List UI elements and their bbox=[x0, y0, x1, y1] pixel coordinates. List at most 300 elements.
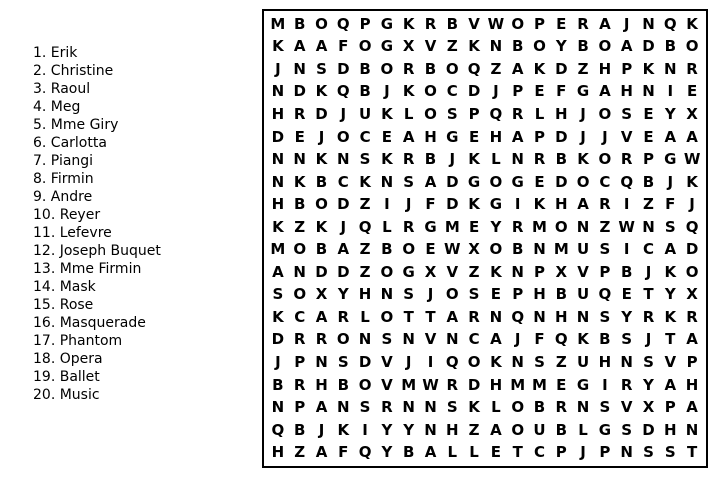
grid-letter: H bbox=[533, 285, 546, 304]
grid-letter: N bbox=[424, 398, 437, 417]
grid-letter: N bbox=[664, 59, 677, 78]
grid-letter: P bbox=[599, 262, 611, 281]
grid-letter: K bbox=[686, 172, 698, 191]
grid-letter: K bbox=[490, 262, 502, 281]
grid-letter: S bbox=[359, 398, 371, 417]
grid-letter: S bbox=[664, 443, 676, 462]
grid-letter: N bbox=[489, 307, 503, 326]
grid-letter: E bbox=[643, 127, 654, 146]
grid-letter: B bbox=[315, 240, 328, 259]
grid-letter: N bbox=[271, 82, 285, 101]
grid-letter: G bbox=[380, 37, 394, 56]
word-list-item: 17. Phantom bbox=[33, 333, 123, 349]
grid-letter: E bbox=[490, 443, 502, 462]
grid-letter: I bbox=[362, 420, 368, 439]
grid-letter: E bbox=[294, 127, 305, 146]
grid-letter: J bbox=[318, 420, 325, 439]
grid-letter: B bbox=[620, 262, 633, 281]
grid-letter: O bbox=[511, 398, 525, 417]
grid-letter: O bbox=[380, 307, 394, 326]
grid-letter: R bbox=[620, 150, 633, 169]
grid-letter: K bbox=[315, 217, 328, 236]
grid-letter: S bbox=[316, 59, 327, 78]
grid-letter: R bbox=[446, 375, 459, 394]
grid-letter: L bbox=[491, 150, 501, 169]
grid-letter: Z bbox=[599, 217, 611, 236]
grid-letter: P bbox=[533, 262, 545, 281]
grid-letter: O bbox=[380, 262, 394, 281]
grid-letter: E bbox=[556, 375, 567, 394]
grid-letter: N bbox=[642, 14, 655, 33]
grid-letter: P bbox=[621, 59, 633, 78]
grid-letter: D bbox=[642, 420, 655, 439]
grid-letter: A bbox=[424, 172, 437, 191]
grid-letter: O bbox=[445, 59, 459, 78]
grid-letter: H bbox=[555, 195, 568, 214]
grid-letter: L bbox=[534, 104, 545, 123]
grid-letter: R bbox=[424, 14, 437, 33]
grid-letter: G bbox=[402, 262, 415, 281]
grid-letter: Q bbox=[271, 420, 285, 439]
grid-letter: J bbox=[405, 353, 412, 372]
grid-letter: U bbox=[576, 240, 590, 259]
grid-letter: Z bbox=[359, 195, 371, 214]
grid-letter: T bbox=[643, 285, 654, 304]
grid-letter: J bbox=[580, 127, 586, 146]
grid-letter: V bbox=[424, 330, 437, 349]
grid-letter: Z bbox=[294, 443, 306, 462]
grid-letter: K bbox=[315, 150, 328, 169]
grid-letter: B bbox=[293, 420, 306, 439]
grid-letter: G bbox=[424, 217, 437, 236]
grid-letter: M bbox=[401, 375, 417, 394]
grid-letter: J bbox=[580, 443, 586, 462]
grid-letter: J bbox=[340, 104, 347, 123]
grid-letter: G bbox=[446, 127, 459, 146]
grid-letter: A bbox=[577, 195, 589, 214]
word-list-item: 20. Music bbox=[33, 387, 100, 403]
grid-letter: O bbox=[576, 172, 590, 191]
grid-letter: D bbox=[555, 59, 568, 78]
grid-letter: H bbox=[685, 375, 699, 394]
grid-letter: J bbox=[689, 195, 695, 214]
grid-letter: R bbox=[402, 59, 415, 78]
grid-letter: K bbox=[642, 59, 655, 78]
grid-letter: X bbox=[402, 37, 415, 56]
grid-letter: C bbox=[599, 172, 611, 191]
grid-letter: H bbox=[598, 353, 612, 372]
grid-letter: J bbox=[427, 285, 434, 304]
grid-letter: D bbox=[685, 240, 699, 259]
grid-letter: C bbox=[294, 307, 306, 326]
grid-letter: A bbox=[511, 127, 524, 146]
grid-letter: R bbox=[620, 375, 633, 394]
grid-letter: N bbox=[380, 172, 394, 191]
grid-letter: N bbox=[446, 330, 459, 349]
word-list-item: 9. Andre bbox=[33, 189, 93, 205]
grid-letter: Q bbox=[358, 217, 372, 236]
grid-letter: Z bbox=[468, 262, 480, 281]
grid-letter: E bbox=[425, 240, 436, 259]
grid-letter: Y bbox=[664, 104, 676, 123]
grid-letter: S bbox=[337, 353, 349, 372]
grid-letter: A bbox=[664, 127, 677, 146]
grid-letter: L bbox=[382, 217, 392, 236]
grid-letter: A bbox=[664, 375, 677, 394]
grid-letter: G bbox=[576, 82, 590, 101]
grid-letter: Y bbox=[643, 375, 654, 394]
grid-letter: K bbox=[664, 307, 677, 326]
grid-letter: Z bbox=[577, 59, 589, 78]
grid-letter: G bbox=[511, 172, 524, 191]
grid-letter: J bbox=[275, 59, 281, 78]
grid-letter: X bbox=[686, 104, 698, 123]
grid-letter: N bbox=[402, 398, 415, 417]
grid-letter: O bbox=[402, 240, 416, 259]
grid-letter: Q bbox=[336, 14, 350, 33]
grid-letter: Z bbox=[468, 420, 480, 439]
letter-grid bbox=[262, 9, 708, 468]
grid-letter: K bbox=[686, 14, 698, 33]
grid-letter: E bbox=[381, 127, 393, 146]
grid-letter: O bbox=[598, 37, 612, 56]
grid-letter: K bbox=[293, 172, 306, 191]
grid-letter: B bbox=[272, 375, 284, 394]
grid-letter: X bbox=[642, 398, 655, 417]
grid-letter: H bbox=[598, 59, 612, 78]
grid-letter: V bbox=[381, 375, 393, 394]
grid-letter: P bbox=[599, 443, 611, 462]
grid-letter: O bbox=[358, 37, 372, 56]
grid-letter: B bbox=[533, 398, 546, 417]
grid-letter: Z bbox=[643, 195, 654, 214]
grid-letter: J bbox=[384, 82, 390, 101]
grid-letter: P bbox=[294, 398, 306, 417]
grid-letter: A bbox=[664, 240, 677, 259]
grid-letter: S bbox=[468, 285, 480, 304]
grid-letter: R bbox=[533, 150, 546, 169]
grid-letter: P bbox=[533, 127, 545, 146]
grid-letter: J bbox=[405, 195, 412, 214]
grid-letter: V bbox=[424, 37, 437, 56]
grid-letter: Q bbox=[554, 330, 568, 349]
grid-letter: L bbox=[447, 443, 458, 462]
grid-letter: V bbox=[381, 353, 393, 372]
grid-letter: E bbox=[556, 14, 567, 33]
grid-letter: N bbox=[293, 150, 306, 169]
grid-letter: J bbox=[602, 127, 608, 146]
grid-letter: H bbox=[271, 104, 285, 123]
grid-letter: S bbox=[599, 398, 611, 417]
word-list bbox=[33, 44, 161, 404]
grid-letter: P bbox=[642, 150, 654, 169]
grid-letter: N bbox=[642, 82, 655, 101]
grid-letter: Q bbox=[620, 172, 634, 191]
grid-letter: Y bbox=[555, 37, 567, 56]
grid-letter: N bbox=[533, 240, 546, 259]
grid-letter: O bbox=[533, 37, 546, 56]
grid-letter: H bbox=[271, 195, 285, 214]
grid-letter: S bbox=[621, 330, 633, 349]
grid-letter: B bbox=[577, 37, 589, 56]
grid-letter: J bbox=[580, 104, 586, 123]
grid-letter: K bbox=[381, 104, 393, 123]
grid-letter: M bbox=[510, 375, 526, 394]
grid-letter: Y bbox=[490, 217, 502, 236]
grid-letter: B bbox=[381, 240, 393, 259]
grid-letter: R bbox=[686, 59, 698, 78]
grid-letter: E bbox=[643, 104, 654, 123]
grid-letter: N bbox=[511, 262, 524, 281]
grid-letter: Q bbox=[489, 104, 503, 123]
grid-letter: R bbox=[511, 104, 524, 123]
grid-letter: B bbox=[511, 240, 524, 259]
grid-letter: S bbox=[359, 150, 371, 169]
grid-letter: D bbox=[293, 82, 306, 101]
grid-letter: N bbox=[511, 150, 524, 169]
grid-letter: U bbox=[576, 353, 590, 372]
grid-letter: P bbox=[468, 104, 480, 123]
grid-letter: F bbox=[338, 443, 349, 462]
grid-letter: U bbox=[576, 285, 590, 304]
grid-letter: B bbox=[511, 37, 524, 56]
grid-letter: B bbox=[424, 59, 437, 78]
grid-letter: D bbox=[642, 37, 655, 56]
grid-letter: B bbox=[555, 420, 567, 439]
word-list-item: 14. Mask bbox=[33, 279, 96, 295]
grid-letter: S bbox=[403, 285, 415, 304]
grid-letter: H bbox=[424, 127, 437, 146]
grid-letter: K bbox=[272, 37, 284, 56]
grid-letter: A bbox=[686, 127, 698, 146]
grid-letter: S bbox=[643, 353, 654, 372]
grid-letter: E bbox=[534, 82, 545, 101]
grid-letter: Z bbox=[294, 217, 306, 236]
grid-letter: J bbox=[275, 353, 281, 372]
grid-letter: R bbox=[468, 307, 480, 326]
grid-letter: A bbox=[315, 37, 328, 56]
grid-letter: S bbox=[446, 398, 458, 417]
grid-letter: D bbox=[337, 262, 350, 281]
grid-letter: R bbox=[402, 150, 415, 169]
grid-letter: G bbox=[664, 150, 677, 169]
grid-letter: D bbox=[555, 172, 568, 191]
word-list-item: 19. Ballet bbox=[33, 369, 100, 385]
grid-letter: H bbox=[358, 285, 372, 304]
grid-letter: Q bbox=[445, 353, 459, 372]
grid-letter: I bbox=[623, 240, 630, 259]
grid-letter: E bbox=[468, 127, 480, 146]
grid-letter: H bbox=[446, 420, 459, 439]
grid-letter: S bbox=[446, 104, 458, 123]
grid-letter: K bbox=[359, 172, 371, 191]
grid-letter: W bbox=[444, 240, 461, 259]
grid-letter: Q bbox=[663, 14, 677, 33]
word-list-item: 3. Raoul bbox=[33, 81, 91, 97]
grid-letter: N bbox=[533, 307, 546, 326]
grid-letter: A bbox=[293, 37, 306, 56]
grid-letter: G bbox=[467, 172, 481, 191]
grid-letter: E bbox=[534, 172, 545, 191]
grid-letter: A bbox=[599, 14, 611, 33]
grid-letter: R bbox=[381, 398, 393, 417]
grid-letter: J bbox=[340, 217, 347, 236]
word-list-item: 12. Joseph Buquet bbox=[33, 243, 161, 259]
grid-letter: M bbox=[270, 240, 286, 259]
grid-letter: A bbox=[599, 82, 611, 101]
grid-letter: N bbox=[380, 285, 394, 304]
grid-letter: N bbox=[271, 398, 285, 417]
grid-letter: N bbox=[271, 150, 285, 169]
grid-letter: N bbox=[293, 59, 306, 78]
grid-letter: N bbox=[642, 217, 655, 236]
word-list-item: 11. Lefevre bbox=[33, 225, 112, 241]
grid-letter: U bbox=[533, 420, 546, 439]
grid-letter: E bbox=[490, 285, 502, 304]
grid-letter: B bbox=[359, 82, 371, 101]
word-list-item: 2. Christine bbox=[33, 63, 114, 79]
grid-letter: B bbox=[424, 150, 437, 169]
grid-letter: P bbox=[359, 14, 371, 33]
grid-letter: N bbox=[576, 307, 590, 326]
grid-letter: I bbox=[602, 375, 608, 394]
grid-letter: D bbox=[337, 195, 350, 214]
grid-letter: R bbox=[686, 307, 698, 326]
grid-letter: Q bbox=[511, 307, 525, 326]
word-list-item: 8. Firmin bbox=[33, 171, 94, 187]
grid-letter: O bbox=[467, 353, 481, 372]
grid-letter: I bbox=[427, 353, 434, 372]
grid-letter: V bbox=[468, 14, 480, 33]
grid-letter: A bbox=[620, 37, 633, 56]
grid-letter: Z bbox=[446, 37, 458, 56]
grid-letter: O bbox=[315, 14, 328, 33]
word-list-item: 15. Rose bbox=[33, 297, 94, 313]
grid-letter: D bbox=[358, 353, 372, 372]
grid-letter: V bbox=[446, 262, 459, 281]
grid-letter: S bbox=[664, 217, 676, 236]
grid-letter: O bbox=[685, 262, 699, 281]
grid-letter: N bbox=[271, 172, 285, 191]
grid-letter: K bbox=[533, 195, 546, 214]
grid-letter: V bbox=[664, 353, 677, 372]
grid-letter: J bbox=[514, 330, 521, 349]
grid-letter: O bbox=[445, 285, 459, 304]
word-list-item: 4. Meg bbox=[33, 99, 81, 115]
grid-letter: Z bbox=[490, 59, 502, 78]
grid-letter: D bbox=[446, 172, 459, 191]
grid-letter: C bbox=[468, 330, 480, 349]
grid-letter: O bbox=[336, 127, 350, 146]
grid-letter: B bbox=[402, 443, 415, 462]
grid-letter: D bbox=[271, 330, 285, 349]
grid-letter: B bbox=[315, 172, 328, 191]
grid-letter: D bbox=[467, 375, 481, 394]
word-list-item: 7. Piangi bbox=[33, 153, 94, 169]
grid-letter: R bbox=[599, 195, 611, 214]
grid-letter: A bbox=[686, 398, 698, 417]
grid-letter: O bbox=[315, 195, 328, 214]
grid-letter: J bbox=[645, 262, 652, 281]
grid-letter: I bbox=[384, 195, 390, 214]
grid-letter: D bbox=[555, 127, 568, 146]
grid-letter: T bbox=[403, 307, 414, 326]
grid-letter: A bbox=[446, 307, 459, 326]
grid-letter: B bbox=[446, 14, 458, 33]
grid-letter: P bbox=[555, 443, 567, 462]
grid-letter: Q bbox=[467, 59, 481, 78]
grid-letter: N bbox=[576, 398, 590, 417]
grid-letter: B bbox=[337, 375, 349, 394]
grid-letter: N bbox=[576, 217, 590, 236]
grid-letter: O bbox=[598, 150, 612, 169]
grid-letter: K bbox=[468, 195, 480, 214]
grid-letter: F bbox=[665, 195, 676, 214]
grid-letter: C bbox=[533, 443, 545, 462]
grid-letter: A bbox=[272, 262, 284, 281]
grid-letter: J bbox=[493, 82, 499, 101]
grid-letter: O bbox=[489, 172, 503, 191]
grid-letter: S bbox=[534, 353, 545, 372]
grid-letter: B bbox=[555, 150, 567, 169]
grid-letter: J bbox=[645, 330, 652, 349]
grid-letter: E bbox=[468, 217, 480, 236]
grid-letter: S bbox=[381, 330, 393, 349]
grid-letter: B bbox=[555, 285, 567, 304]
grid-letter: A bbox=[490, 330, 502, 349]
grid-letter: H bbox=[664, 420, 677, 439]
grid-letter: N bbox=[315, 353, 328, 372]
grid-letter: P bbox=[533, 14, 545, 33]
grid-letter: W bbox=[618, 217, 635, 236]
grid-letter: H bbox=[489, 375, 503, 394]
grid-letter: A bbox=[490, 420, 502, 439]
grid-letter: P bbox=[294, 353, 306, 372]
grid-letter: Q bbox=[685, 217, 699, 236]
grid-letter: Z bbox=[359, 262, 371, 281]
grid-letter: S bbox=[272, 285, 284, 304]
grid-letter: Y bbox=[664, 285, 676, 304]
grid-letter: M bbox=[532, 375, 547, 394]
grid-letter: S bbox=[599, 307, 611, 326]
grid-letter: K bbox=[577, 150, 589, 169]
word-list-item: 1. Erik bbox=[33, 45, 78, 61]
grid-letter: B bbox=[642, 172, 655, 191]
grid-letter: R bbox=[577, 14, 589, 33]
grid-letter: K bbox=[402, 14, 415, 33]
grid-letter: O bbox=[511, 420, 525, 439]
grid-letter: Y bbox=[403, 420, 415, 439]
grid-letter: P bbox=[664, 398, 676, 417]
grid-letter: R bbox=[402, 217, 415, 236]
grid-letter: T bbox=[686, 443, 698, 462]
grid-letter: M bbox=[553, 240, 569, 259]
grid-letter: H bbox=[555, 307, 568, 326]
grid-letter: N bbox=[685, 420, 699, 439]
grid-letter: K bbox=[337, 420, 350, 439]
grid-letter: M bbox=[532, 217, 547, 236]
grid-letter: G bbox=[489, 195, 503, 214]
grid-letter: N bbox=[337, 150, 350, 169]
grid-letter: B bbox=[664, 37, 676, 56]
grid-letter: K bbox=[272, 217, 284, 236]
grid-letter: A bbox=[315, 398, 328, 417]
grid-letter: W bbox=[683, 150, 701, 169]
word-list-item: 5. Mme Giry bbox=[33, 117, 119, 133]
grid-letter: R bbox=[337, 307, 350, 326]
grid-letter: N bbox=[402, 330, 415, 349]
grid-letter: R bbox=[293, 330, 306, 349]
